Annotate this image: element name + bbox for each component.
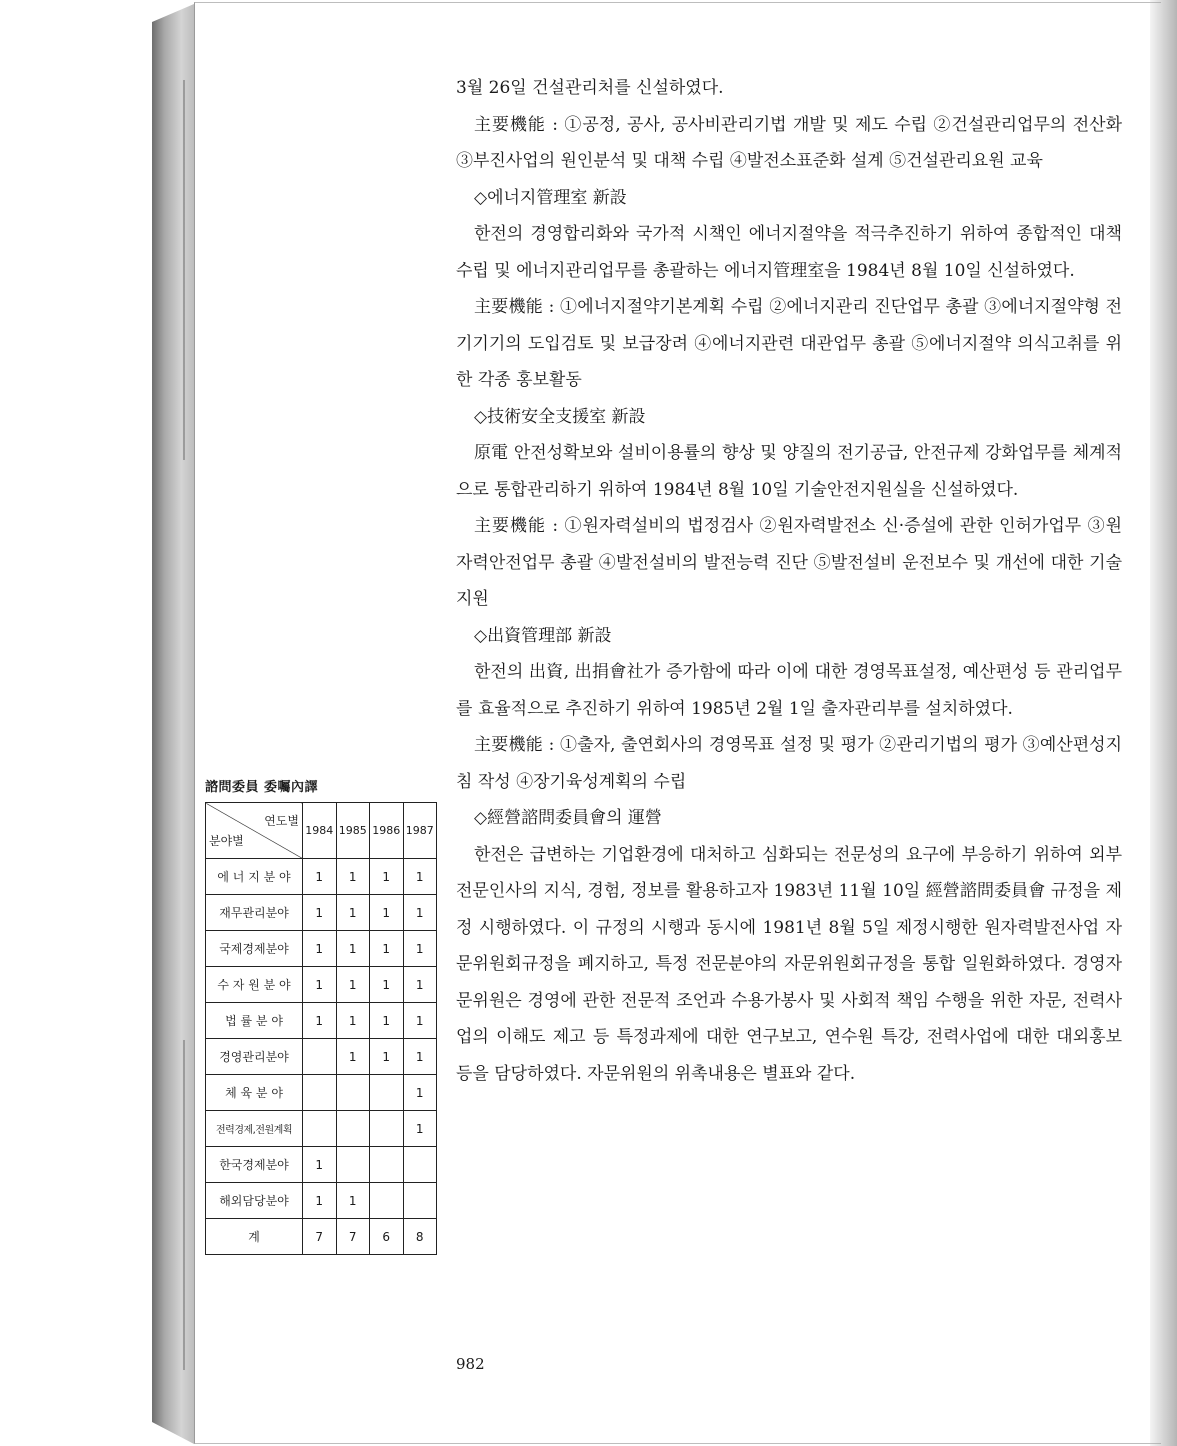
table-row — [206, 1003, 437, 1039]
table-cell: 1 — [403, 1039, 437, 1075]
table-cell: 1 — [303, 1147, 337, 1183]
section-heading: ◇에너지管理室 新設 — [474, 187, 627, 208]
paragraph: 主要機能 : ①공정, 공사, 공사비관리기법 개발 및 제도 수립 ②건설관리업무의 전산화 ③부진사업의 원인분석 및 대책 수립 ④발전소표준화 설계 ⑤건설관리요원 교육 — [456, 114, 1122, 171]
year-header: 1986 — [370, 803, 404, 859]
row-label: 재무관리분야 — [206, 895, 303, 931]
table-row — [206, 859, 437, 895]
table-cell — [336, 1075, 370, 1111]
section-heading: ◇經營諮問委員會의 運營 — [474, 808, 662, 828]
spine-edge-line — [183, 1040, 185, 1370]
table-cell — [370, 1111, 404, 1147]
table-cell: 1 — [370, 1003, 404, 1039]
section-heading: ◇出資管理部 新設 — [474, 625, 612, 646]
table-cell — [403, 1183, 437, 1219]
row-label: 해외담당분야 — [206, 1183, 303, 1219]
row-label: 전력경제,전원계획 — [206, 1111, 303, 1147]
table-cell: 1 — [303, 967, 337, 1003]
paragraph: 한전의 出資, 出捐會社가 증가함에 따라 이에 대한 경영목표설정, 예산편성 등 관리업무를 효율적으로 추진하기 위하여 1985년 2월 1일 출자관리부를 설치하였다. — [456, 662, 1122, 719]
table-cell: 1 — [303, 859, 337, 895]
committee-table — [205, 802, 437, 1255]
table-header-row — [206, 803, 437, 859]
row-label: 한국경제분야 — [206, 1147, 303, 1183]
table-cell: 1 — [370, 859, 404, 895]
spine-edge-line — [183, 80, 185, 460]
paragraph: 3월 26일 건설관리처를 신설하였다. — [456, 78, 724, 98]
row-axis-label: 분야별 — [209, 834, 244, 848]
row-label: 국제경제분야 — [206, 931, 303, 967]
table-cell: 1 — [403, 859, 437, 895]
table-cell: 1 — [336, 931, 370, 967]
year-header: 1985 — [336, 803, 370, 859]
table-title: 諮問委員 委囑內譯 — [205, 780, 319, 795]
page-edge-shadow — [1150, 0, 1177, 1446]
row-label: 계 — [206, 1219, 303, 1255]
table-cell: 1 — [336, 895, 370, 931]
table-cell: 1 — [403, 1111, 437, 1147]
table-row — [206, 1075, 437, 1111]
table-cell — [403, 1147, 437, 1183]
table-cell: 1 — [336, 1039, 370, 1075]
table-row — [206, 1219, 437, 1255]
table-row — [206, 1039, 437, 1075]
table-cell — [370, 1183, 404, 1219]
table-cell — [303, 1111, 337, 1147]
row-label: 체 육 분 야 — [206, 1075, 303, 1111]
table-cell — [370, 1075, 404, 1111]
table-corner-cell — [206, 803, 303, 859]
table-row — [206, 967, 437, 1003]
table-cell: 1 — [370, 895, 404, 931]
table-cell: 1 — [336, 1003, 370, 1039]
table-cell: 7 — [336, 1219, 370, 1255]
table-cell: 1 — [303, 1003, 337, 1039]
table-row — [206, 1183, 437, 1219]
row-label: 에 너 지 분 야 — [206, 859, 303, 895]
paragraph: 主要機能 : ①원자력설비의 법정검사 ②원자력발전소 신·증설에 관한 인허가업무 ③원자력안전업무 총괄 ④발전설비의 발전능력 진단 ⑤발전설비 운전보수 및 개선에 대한 기술지원 — [456, 516, 1122, 609]
table-cell: 1 — [403, 967, 437, 1003]
row-label: 경영관리분야 — [206, 1039, 303, 1075]
table-cell: 1 — [336, 1183, 370, 1219]
table-cell — [303, 1075, 337, 1111]
table-cell: 1 — [370, 931, 404, 967]
table-cell: 1 — [403, 931, 437, 967]
table-cell: 1 — [403, 1003, 437, 1039]
table-cell: 1 — [403, 1075, 437, 1111]
body-text — [456, 70, 1122, 1092]
table-cell — [336, 1111, 370, 1147]
paragraph: 主要機能 : ①출자, 출연회사의 경영목표 설정 및 평가 ②관리기법의 평가 ③예산편성지침 작성 ④장기육성계획의 수립 — [456, 735, 1122, 792]
book-spine — [152, 4, 194, 1444]
table-cell: 6 — [370, 1219, 404, 1255]
table-cell: 1 — [336, 859, 370, 895]
year-header: 1984 — [303, 803, 337, 859]
table-cell: 7 — [303, 1219, 337, 1255]
row-label: 수 자 원 분 야 — [206, 967, 303, 1003]
paragraph: 原電 안전성확보와 설비이용률의 향상 및 양질의 전기공급, 안전규제 강화업무를 체계적으로 통합관리하기 위하여 1984년 8월 10일 기술안전지원실을 신설하였다. — [456, 443, 1122, 500]
table-row — [206, 1111, 437, 1147]
table-cell — [370, 1147, 404, 1183]
table-cell — [303, 1039, 337, 1075]
paragraph: 主要機能 : ①에너지절약기본계획 수립 ②에너지관리 진단업무 총괄 ③에너지절약형 전기기기의 도입검토 및 보급장려 ④에너지관련 대관업무 총괄 ⑤에너지절약 의식고취를 위한 각종 홍보활동 — [456, 297, 1122, 390]
table-cell — [336, 1147, 370, 1183]
table-row — [206, 931, 437, 967]
year-header: 1987 — [403, 803, 437, 859]
table-cell: 1 — [370, 967, 404, 1003]
table-cell: 1 — [303, 895, 337, 931]
section-heading: ◇技術安全支援室 新設 — [474, 406, 646, 427]
table-cell: 1 — [303, 931, 337, 967]
table-row — [206, 895, 437, 931]
table-cell: 1 — [336, 967, 370, 1003]
table-cell: 1 — [370, 1039, 404, 1075]
paragraph: 한전은 급변하는 기업환경에 대처하고 심화되는 전문성의 요구에 부응하기 위하여 외부전문인사의 지식, 경험, 정보를 활용하고자 1983년 11월 10일 經營諮問委員會 규정을 제정 시행하였다. 이 규정의 시행과 동시에 1981년 8월 5일 제정시행한 원자력발전사업 자문위원회규정을 폐지하고, 특정 전문분야의 자문위원회규정을 통합 일원화하였다. 경영자문위원은 경영에 관한 전문적 조언과 수용가봉사 및 사회적 책임 수행을 위한 자문, 전력사업의 이해도 제고 등 특정과제에 대한 연구보고, 연수원 특강, 전력사업에 대한 대외홍보 등을 담당하였다. 자문위원의 위촉내용은 별표와 같다. — [456, 844, 1122, 1084]
table-cell: 1 — [303, 1183, 337, 1219]
table-cell: 8 — [403, 1219, 437, 1255]
page-number: 982 — [456, 1355, 485, 1373]
table-cell: 1 — [403, 895, 437, 931]
row-label: 법 률 분 야 — [206, 1003, 303, 1039]
paragraph: 한전의 경영합리화와 국가적 시책인 에너지절약을 적극추진하기 위하여 종합적인 대책수립 및 에너지관리업무를 총괄하는 에너지管理室을 1984년 8월 10일 신설하였다. — [456, 224, 1122, 281]
table-row — [206, 1147, 437, 1183]
column-axis-label: 연도별 — [264, 814, 299, 828]
